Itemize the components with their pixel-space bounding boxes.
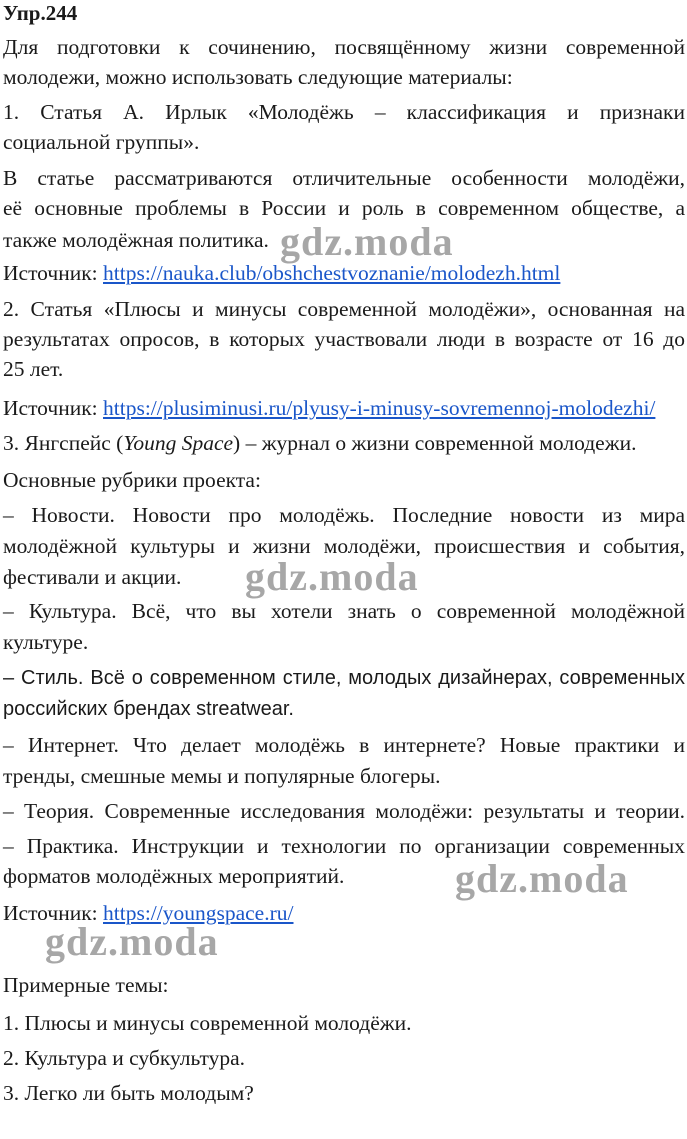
watermark-3: gdz.moda	[455, 856, 629, 901]
watermark-4: gdz.moda	[45, 919, 219, 964]
rubric-style-line-1: – Стиль. Всё о современном стиле, молодых дизайнерах, современных	[3, 667, 685, 689]
rubric-culture-line-1: – Культура. Всё, что вы хотели знать о современной молодёжной	[3, 599, 685, 623]
item1-desc-line-3: также молодёжная политика.	[3, 228, 269, 252]
rubrics-heading: Основные рубрики проекта:	[3, 468, 261, 492]
source2	[3, 393, 685, 423]
rubric-news-line-3: фестивали и акции.	[3, 565, 182, 589]
rubric-practice-line-2: форматов молодёжных мероприятий.	[3, 864, 345, 888]
watermark-2: gdz.moda	[245, 554, 419, 599]
watermark-1: gdz.moda	[280, 219, 454, 264]
item1-line-1: 1. Статья А. Ирлык «Молодёжь – классификация и признаки	[3, 100, 685, 124]
exercise-title: Упр.244	[3, 1, 78, 25]
item2-line-2: результатах опросов, в которых участвовали люди в возрасте от 16 до	[3, 327, 685, 351]
topics-heading: Примерные темы:	[3, 973, 169, 997]
intro-line-2: молодежи, можно использовать следующие материалы:	[3, 65, 513, 89]
source3-link[interactable]: https://youngspace.ru/	[103, 901, 294, 925]
source3-label: Источник:	[3, 901, 98, 925]
rubric-style-line-2: российских брендах streatwear.	[3, 698, 294, 720]
source1-label: Источник:	[3, 261, 98, 285]
rubric-internet-line-1: – Интернет. Что делает молодёжь в интернете? Новые практики и	[3, 733, 685, 757]
topic-1: 1. Плюсы и минусы современной молодёжи.	[3, 1011, 412, 1035]
intro-line-1: Для подготовки к сочинению, посвящённому жизни современной	[3, 35, 685, 59]
topic-2: 2. Культура и субкультура.	[3, 1046, 246, 1070]
source1	[3, 258, 685, 288]
rubric-culture-line-2: культуре.	[3, 630, 89, 654]
source2-label: Источник:	[3, 396, 98, 420]
source3	[3, 898, 685, 928]
item3	[3, 428, 685, 458]
topic-3: 3. Легко ли быть молодым?	[3, 1081, 254, 1105]
item2-line-3: 25 лет.	[3, 357, 64, 381]
source1-link[interactable]: https://nauka.club/obshchestvoznanie/molodezh.html	[103, 261, 561, 285]
rubric-news-line-2: молодёжной культуры и жизни молодёжи, происшествия и события,	[3, 534, 685, 558]
item3-prefix: 3. Янгспейс (	[3, 431, 124, 455]
source2-link[interactable]: https://plusiminusi.ru/plyusy-i-minusy-sovremennoj-molodezhi/	[103, 396, 656, 420]
item3-italic: Young Space	[123, 431, 234, 455]
rubric-internet-line-2: тренды, смешные мемы и популярные блогеры.	[3, 764, 441, 788]
item1-line-2: социальной группы».	[3, 130, 200, 154]
item1-desc-line-1: В статье рассматриваются отличительные особенности молодёжи,	[3, 166, 685, 190]
item3-suffix: ) – журнал о жизни современной молодежи.	[233, 431, 637, 455]
rubric-theory: – Теория. Современные исследования молодёжи: результаты и теории.	[3, 799, 685, 823]
rubric-practice-line-1: – Практика. Инструкции и технологии по организации современных	[3, 834, 685, 858]
item2-line-1: 2. Статья «Плюсы и минусы современной молодёжи», основанная на	[3, 297, 685, 321]
item1-desc-line-2: её основные проблемы в России и роль в современном обществе, а	[3, 196, 685, 220]
rubric-news-line-1: – Новости. Новости про молодёжь. Последние новости из мира	[3, 503, 685, 527]
